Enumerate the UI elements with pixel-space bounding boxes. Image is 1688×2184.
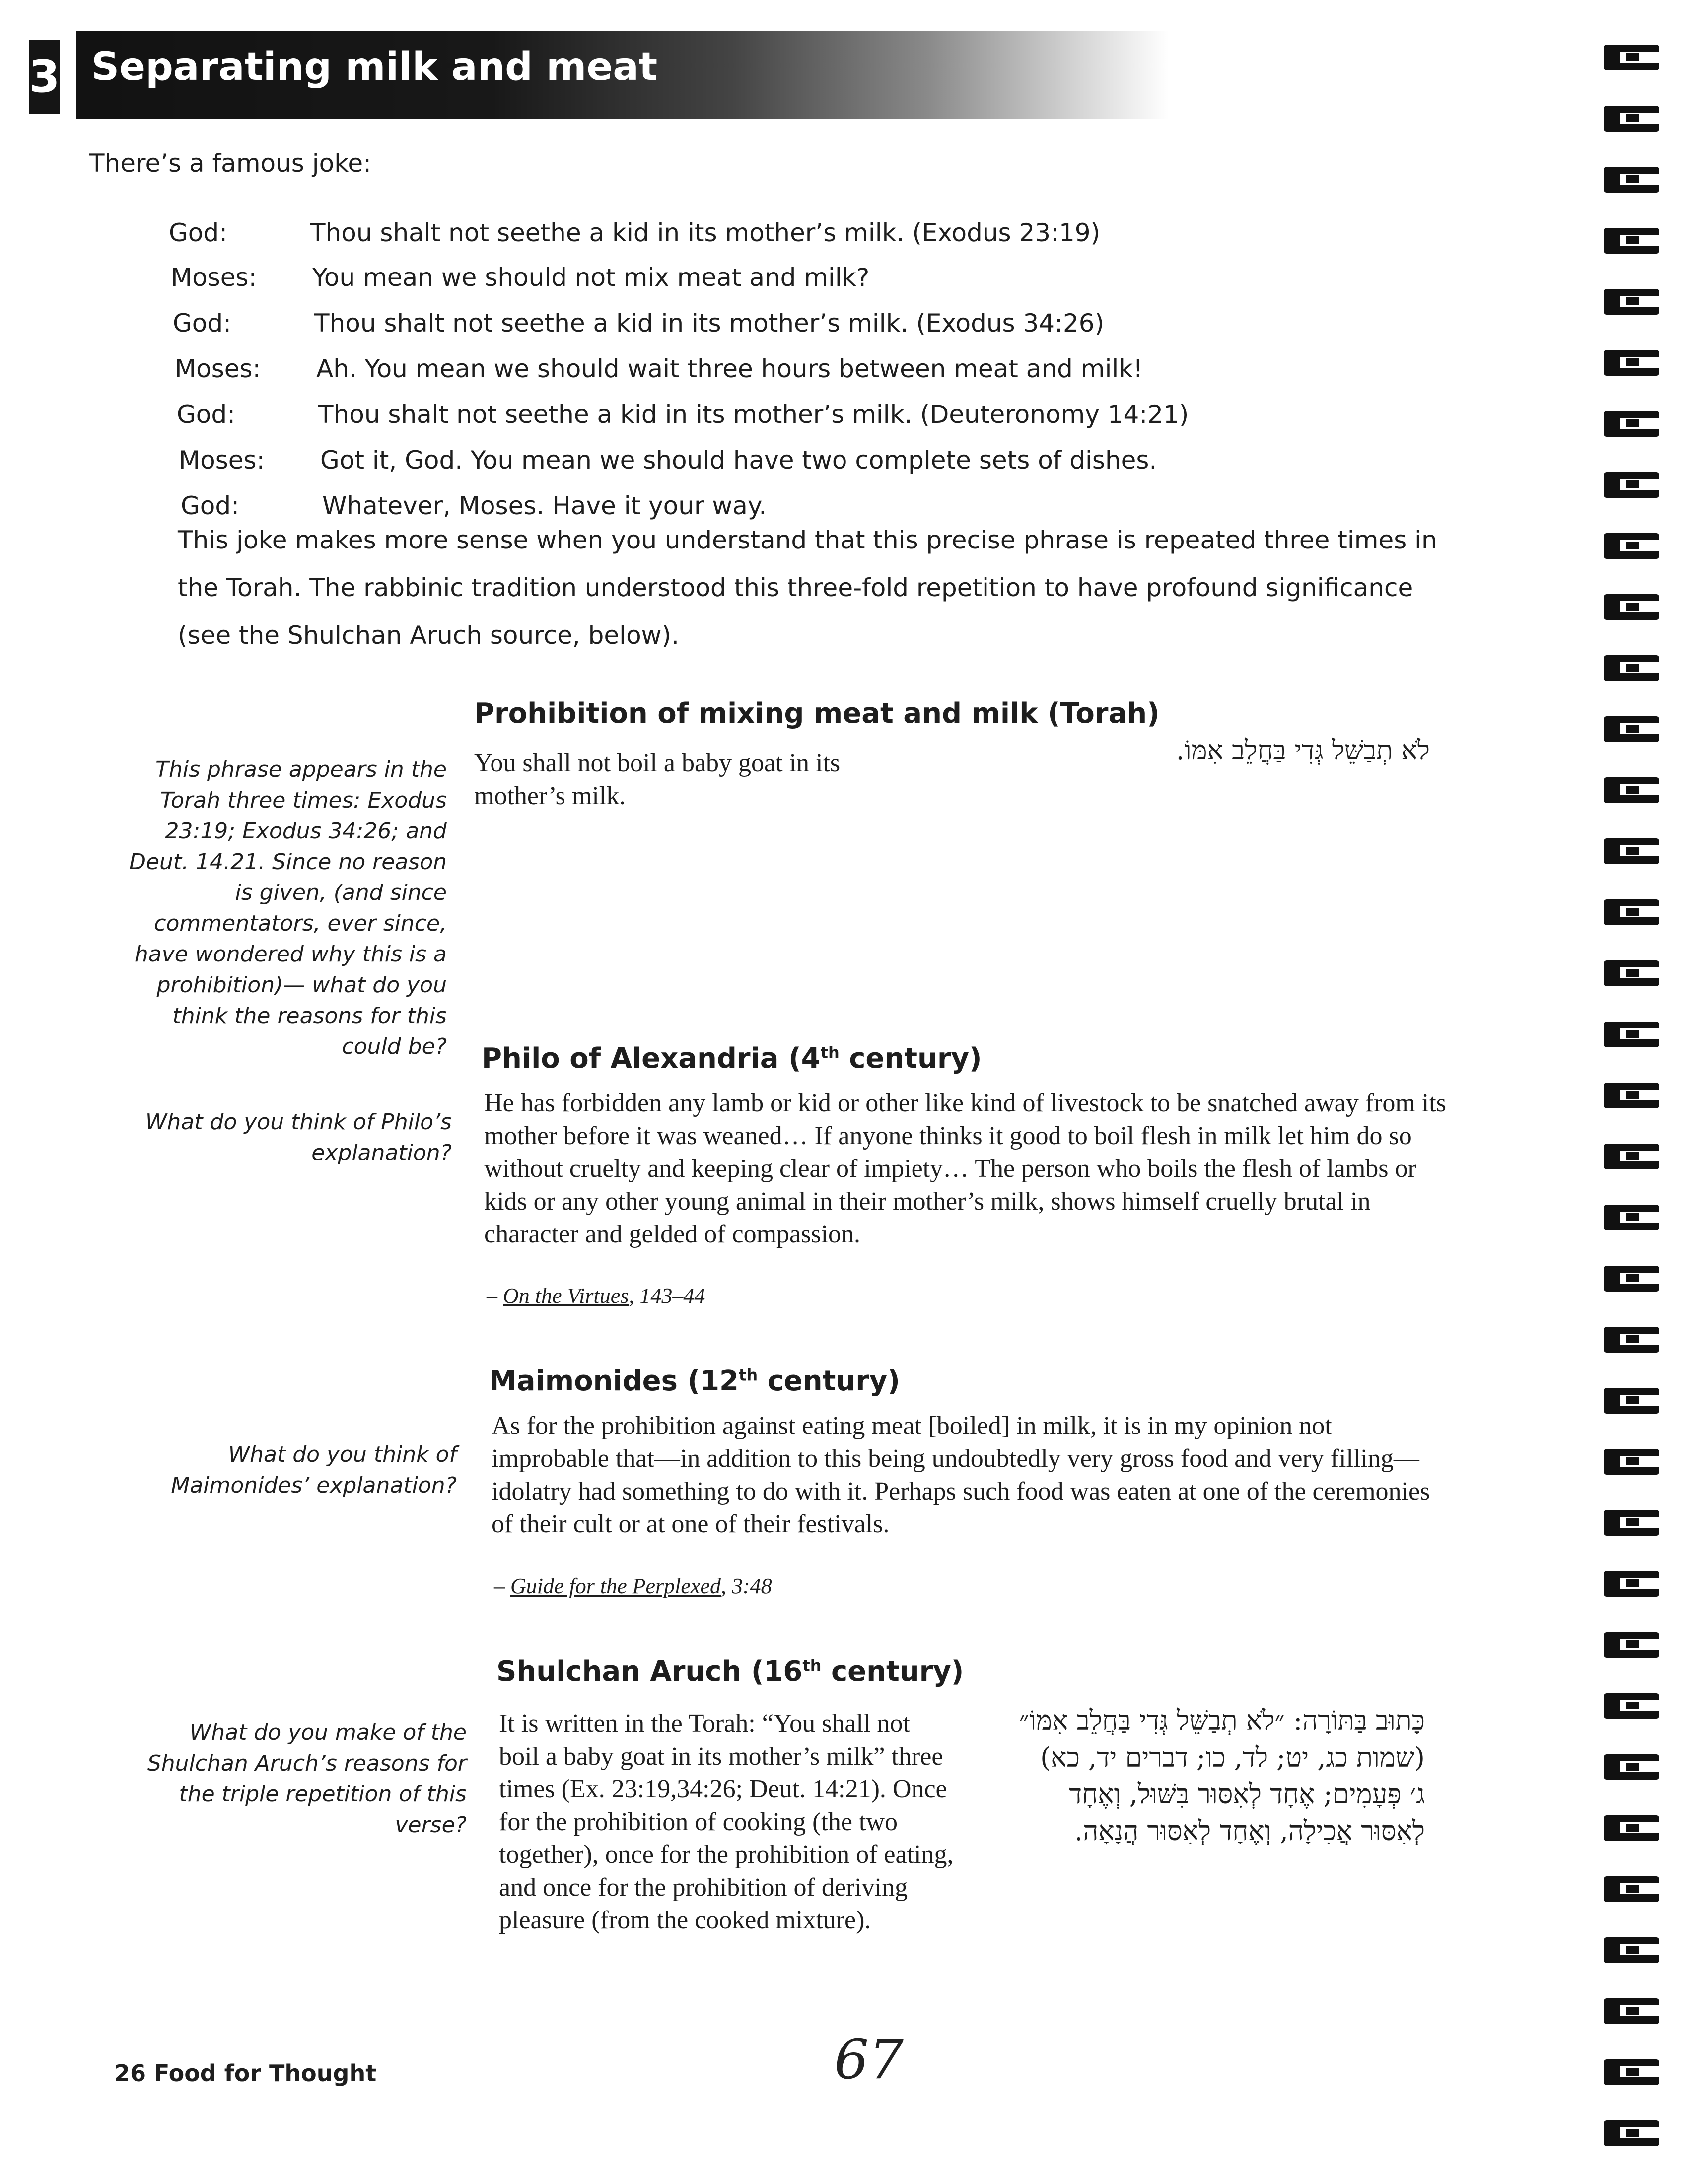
torah-verse-english: You shall not boil a baby goat in its mother’s milk.: [474, 749, 841, 810]
binding-ring: [1604, 1693, 1662, 1719]
joke-text: Thou shalt not seethe a kid in its mother’s milk. (Deuteronomy 14:21): [318, 400, 1189, 429]
heading-ordinal: th: [739, 1365, 758, 1385]
binding-ring: [1604, 1876, 1662, 1902]
handwritten-page-number: 67: [834, 2028, 904, 2091]
margin-note-philo: What do you think of Philo’s explanation?: [145, 1109, 452, 1165]
binding-ring: [1604, 1998, 1662, 2024]
binding-ring: [1604, 533, 1662, 559]
philo-quote: He has forbidden any lamb or kid or other like kind of livestock to be snatched away from its mother before it was weaned… If anyone thinks it good to boil flesh in milk let him do so without cruelty and keeping clear of impiety… The person who boils the flesh of lambs or kids or any other young animal in their mother’s milk, shows himself cruelly brutal in character and gelded of compassion.: [484, 1089, 1446, 1248]
binding-ring: [1604, 167, 1662, 193]
binding-ring: [1604, 655, 1662, 681]
heading-text: Shulchan Aruch (16: [496, 1655, 803, 1688]
heading-text-end: century): [821, 1655, 964, 1688]
joke-speaker: Moses:: [179, 446, 265, 475]
section-heading-torah: Prohibition of mixing meat and milk (Torah): [474, 697, 1160, 730]
citation-dash: –: [494, 1574, 510, 1598]
shulchan-aruch-hebrew: כָּתוּב בַּתּוֹרָה: ״לֹא תְבַשֵּׁל גְּדִי בַּחֲלֵב אִמּוֹ״ (שמות כג, יט; לד, כו; דברים יד, כא) ג׳ פְּעָמִים; אֶחָד לְאִסּוּר בִּשּׁוּל, וְאֶחָד לְאִסּוּר אֲכִילָה, וְאֶחָד לְאִסּוּר הֲנָאָה.: [1019, 1705, 1425, 1846]
binding-ring: [1604, 411, 1662, 437]
binding-ring: [1604, 1632, 1662, 1658]
joke-speaker: Moses:: [175, 354, 261, 383]
binding-ring: [1604, 472, 1662, 498]
binding-ring: [1604, 899, 1662, 925]
binding-ring: [1604, 1937, 1662, 1963]
joke-speaker: God:: [173, 309, 231, 338]
binding-ring: [1604, 1266, 1662, 1292]
binding-ring: [1604, 960, 1662, 986]
joke-speaker: God:: [169, 218, 227, 247]
binding-ring: [1604, 1205, 1662, 1230]
section-header: [29, 31, 1171, 119]
binding-ring: [1604, 350, 1662, 376]
citation-dash: –: [487, 1284, 503, 1308]
section-heading-maimonides: [489, 1365, 900, 1397]
binding-ring: [1604, 1815, 1662, 1841]
shulchan-aruch-english: It is written in the Torah: “You shall not boil a baby goat in its mother’s milk” three times (Ex. 23:19,34:26; Deut. 14:21). Once for the prohibition of cooking (the two together), once for the prohibition of eating, and once for the prohibition of deriving pleasure (from the cooked mixture).: [499, 1709, 954, 1934]
heading-ordinal: th: [802, 1656, 822, 1675]
binding-ring: [1604, 1449, 1662, 1475]
binding-ring: [1604, 1510, 1662, 1536]
margin-note-maimonides: What do you think of Maimonides’ explanation?: [171, 1442, 457, 1498]
binding-ring: [1604, 1022, 1662, 1047]
binding-ring: [1604, 2059, 1662, 2085]
intro-text: There’s a famous joke:: [89, 149, 372, 178]
binding-ring: [1604, 45, 1662, 70]
margin-note-shulchan-aruch: What do you make of the Shulchan Aruch’s reasons for the triple repetition of this verse?: [147, 1720, 467, 1838]
torah-verse-hebrew: לֹא תְבַשֵּׁל גְּדִי בַּחֲלֵב אִמּוֹ.: [1176, 735, 1430, 766]
binding-ring: [1604, 106, 1662, 132]
heading-text-end: century): [839, 1042, 982, 1075]
joke-speaker: God:: [181, 491, 239, 520]
binding-ring: [1604, 594, 1662, 620]
joke-text: Whatever, Moses. Have it your way.: [322, 491, 767, 520]
margin-note-torah: This phrase appears in the Torah three times: Exodus 23:19; Exodus 34:26; and Deut. 14.21. Since no reason is given, (and since commentators, ever since, have wondered why this is a prohibition)— what do you think the reasons for this could be?: [129, 757, 447, 1059]
joke-text: Got it, God. You mean we should have two complete sets of dishes.: [320, 446, 1157, 475]
maimonides-quote: As for the prohibition against eating meat [boiled] in milk, it is in my opinion not improbable that—in addition to this being undoubtedly very gross food and very filling—idolatry had something to do with it. Perhaps such food was eaten at one of the ceremonies of their cult or at one of their festivals.: [492, 1412, 1430, 1538]
section-heading-philo: [482, 1042, 982, 1075]
joke-explanation: This joke makes more sense when you understand that this precise phrase is repeated three times in the Torah. The rabbinic tradition understood this three-fold repetition to have profound significance (see the Shulchan Aruch source, below).: [178, 526, 1437, 650]
page-title: Separating milk and meat: [91, 45, 658, 89]
philo-citation: [487, 1283, 705, 1308]
joke-text: Thou shalt not seethe a kid in its mother’s milk. (Exodus 23:19): [310, 218, 1101, 247]
binding-ring: [1604, 716, 1662, 742]
binding-ring: [1604, 838, 1662, 864]
joke-text: You mean we should not mix meat and milk?: [312, 263, 870, 292]
joke-text: Ah. You mean we should wait three hours between meat and milk!: [316, 354, 1143, 383]
binding-ring: [1604, 1388, 1662, 1414]
joke-speaker: Moses:: [171, 263, 257, 292]
heading-text-end: century): [758, 1365, 900, 1397]
joke-speaker: God:: [177, 400, 235, 429]
binding-ring: [1604, 289, 1662, 315]
spiral-binding: [1604, 45, 1668, 2179]
citation-title: Guide for the Perplexed: [510, 1574, 721, 1598]
joke-text: Thou shalt not seethe a kid in its mother’s milk. (Exodus 34:26): [314, 309, 1105, 338]
binding-ring: [1604, 2120, 1662, 2146]
maimonides-citation: [494, 1573, 772, 1599]
binding-ring: [1604, 1083, 1662, 1108]
section-number: 3: [29, 40, 60, 114]
binding-ring: [1604, 1144, 1662, 1169]
binding-ring: [1604, 1754, 1662, 1780]
heading-text: Philo of Alexandria (4: [482, 1042, 821, 1075]
binding-ring: [1604, 777, 1662, 803]
binding-ring: [1604, 1327, 1662, 1353]
heading-ordinal: th: [820, 1043, 840, 1062]
heading-text: Maimonides (12: [489, 1365, 739, 1397]
section-heading-shulchan-aruch: [496, 1655, 964, 1688]
binding-ring: [1604, 1571, 1662, 1597]
citation-title: On the Virtues: [503, 1284, 629, 1308]
page-footer: 26 Food for Thought: [114, 2060, 377, 2087]
citation-ref: , 143–44: [629, 1284, 705, 1308]
binding-ring: [1604, 228, 1662, 254]
citation-ref: , 3:48: [720, 1574, 772, 1598]
